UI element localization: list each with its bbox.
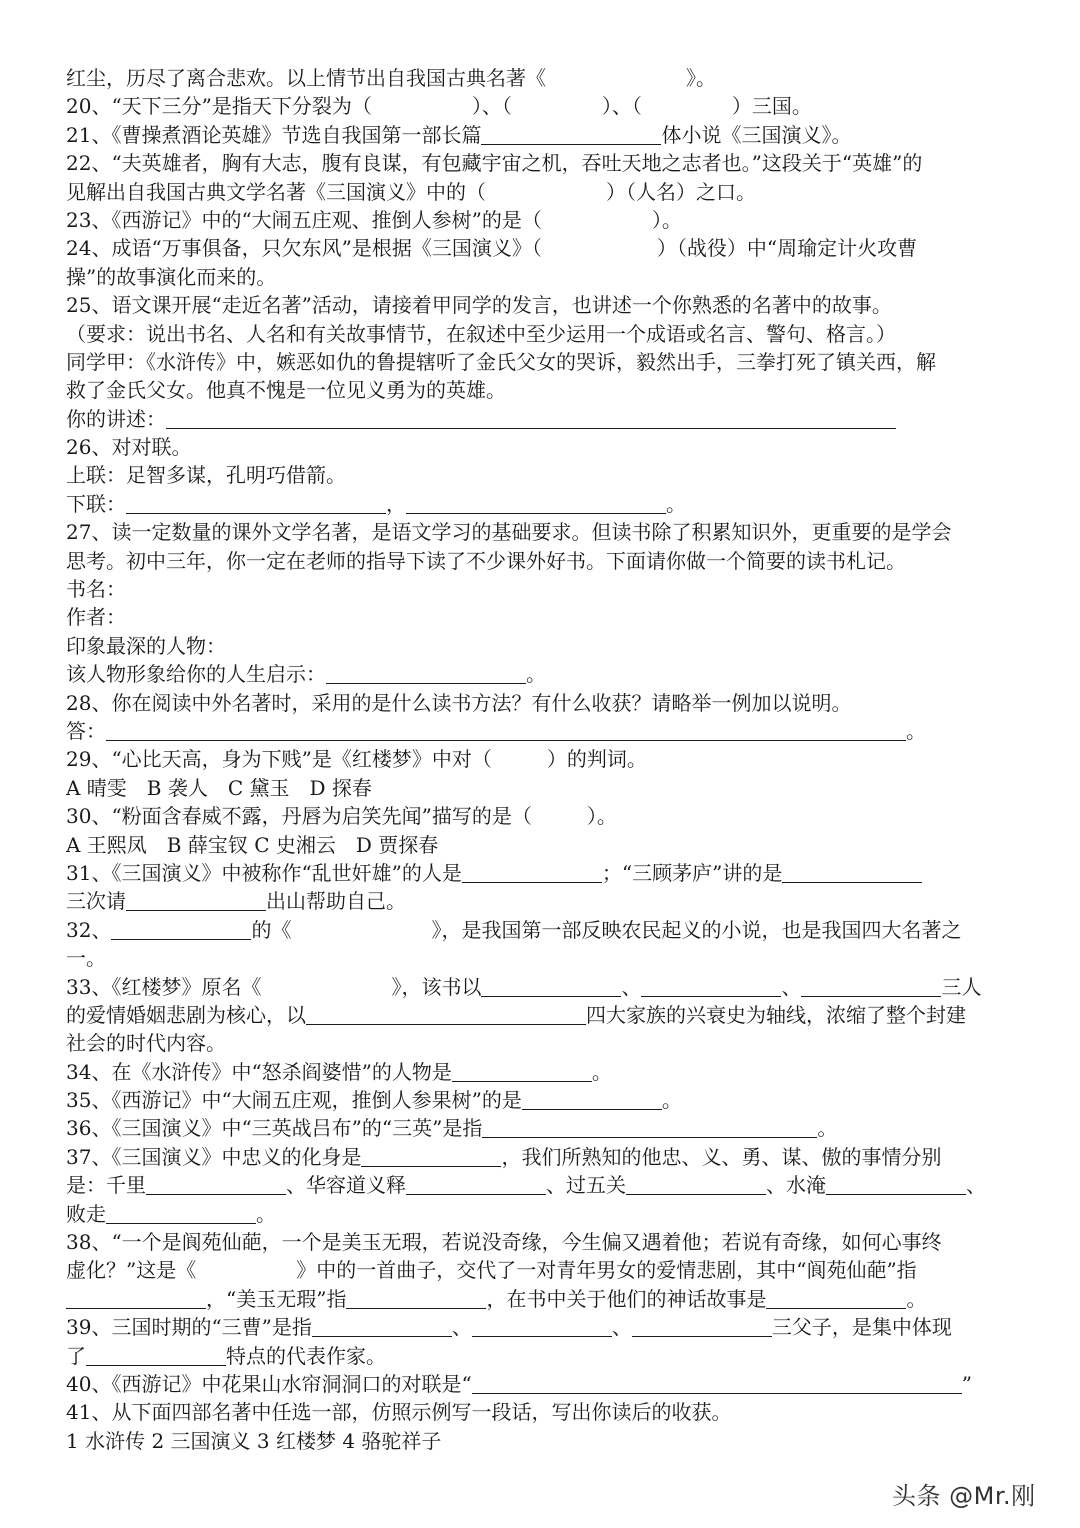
q37-line3: 败走 。 bbox=[66, 1201, 276, 1226]
answer-blank[interactable] bbox=[66, 1288, 206, 1309]
q25-line2: （要求：说出书名、人名和有关故事情节，在叙述中至少运用一个成语或名言、警句、格言。） bbox=[66, 321, 896, 346]
q25-line1: 25、语文课开展“走近名著”活动，请接着甲同学的发言，也讲述一个你熟悉的名著中的故事。 bbox=[66, 293, 892, 318]
q27-line2: 思考。初中三年，你一定在老师的指导下读了不少课外好书。下面请你做一个简要的读书札记。 bbox=[66, 548, 906, 573]
q34: 34、在《水浒传》中“怒杀阎婆惜”的人物是 。 bbox=[66, 1059, 612, 1084]
q30-options: A 王熙凤 B 薛宝钗 C 史湘云 D 贾探春 bbox=[66, 832, 439, 857]
q28-line2: 答： 。 bbox=[66, 718, 926, 743]
answer-blank[interactable] bbox=[86, 1345, 226, 1366]
answer-blank[interactable] bbox=[111, 919, 251, 940]
answer-blank[interactable] bbox=[632, 1316, 772, 1337]
q38-line3: ，“美玉无瑕”指 ，在书中关于他们的神话故事是 。 bbox=[66, 1285, 1016, 1313]
answer-blank[interactable] bbox=[312, 1316, 452, 1337]
watermark: 头条 @Mr.刚 bbox=[892, 1482, 1036, 1510]
q33-line3: 社会的时代内容。 bbox=[66, 1031, 226, 1056]
q35: 35、《西游记》中“大闹五庄观，推倒人参果树”的是 。 bbox=[66, 1088, 682, 1113]
q32-line2: 一。 bbox=[66, 946, 106, 971]
answer-blank[interactable] bbox=[126, 493, 386, 514]
q27-line3: 书名： bbox=[66, 577, 126, 602]
q33-line2: 的爱情婚姻悲剧为核心，以 四大家族的兴衰史为轴线，浓缩了整个封建 bbox=[66, 1002, 966, 1027]
q29-line1: 29、“心比天高，身为下贱”是《红楼梦》中对（ ）的判词。 bbox=[66, 747, 647, 772]
q20: 20、“天下三分”是指天下分裂为（ ）、（ ）、（ ）三国。 bbox=[66, 94, 812, 119]
q21: 21、《曹操煮酒论英雄》节选自我国第一部长篇 体小说《三国演义》。 bbox=[66, 122, 852, 147]
answer-blank[interactable] bbox=[481, 976, 621, 997]
worksheet bbox=[66, 64, 1016, 1455]
q38-line2: 虚化？”这是《 》中的一首曲子，交代了一对青年男女的爱情悲剧，其中“阆苑仙葩”指 bbox=[66, 1258, 917, 1283]
answer-blank[interactable] bbox=[641, 976, 781, 997]
q27-line6: 该人物形象给你的人生启示： 。 bbox=[66, 662, 546, 687]
q19-tail: 红尘，历尽了离合悲欢。以上情节出自我国古典名著《 》。 bbox=[66, 66, 716, 90]
q25-line3: 同学甲：《水浒传》中，嫉恶如仇的鲁提辖听了金氏父女的哭诉，毅然出手，三拳打死了镇关西，解 bbox=[66, 349, 936, 374]
answer-blank[interactable] bbox=[166, 408, 896, 429]
answer-blank[interactable] bbox=[106, 720, 906, 741]
q26-line2: 上联：足智多谋，孔明巧借箭。 bbox=[66, 463, 346, 488]
q33-line1: 33、《红楼梦》原名《 》，该书以 、 、 三人 bbox=[66, 974, 982, 999]
q28-line1: 28、你在阅读中外名著时，采用的是什么读书方法？有什么收获？请略举一例加以说明。 bbox=[66, 690, 852, 715]
answer-blank[interactable] bbox=[452, 1061, 592, 1082]
q39-line1: 39、三国时期的“三曹”是指 、 、 三父子，是集中体现 bbox=[66, 1315, 952, 1340]
q23: 23、《西游记》中的“大闹五庄观、推倒人参树”的是（ ）。 bbox=[66, 207, 682, 232]
q31-line1: 31、《三国演义》中被称作“乱世奸雄”的人是 ；“三顾茅庐”讲的是 bbox=[66, 859, 1016, 887]
q38-line1: 38、“一个是阆苑仙葩，一个是美玉无瑕，若说没奇缘，今生偏又遇着他；若说有奇缘，如何心事终 bbox=[66, 1230, 942, 1255]
answer-blank[interactable] bbox=[826, 1174, 966, 1195]
answer-blank[interactable] bbox=[462, 862, 602, 883]
answer-blank[interactable] bbox=[472, 1316, 612, 1337]
answer-blank[interactable] bbox=[326, 663, 526, 684]
answer-blank[interactable] bbox=[522, 1089, 662, 1110]
q30-line1: 30、“粉面含春威不露，丹唇为启笑先闻”描写的是（ ）。 bbox=[66, 804, 617, 829]
answer-blank[interactable] bbox=[406, 1174, 546, 1195]
q36: 36、《三国演义》中“三英战吕布”的“三英”是指 。 bbox=[66, 1116, 838, 1141]
q24-line2: 操”的故事演化而来的。 bbox=[66, 264, 277, 289]
answer-blank[interactable] bbox=[346, 1288, 486, 1309]
answer-blank[interactable] bbox=[146, 1174, 286, 1195]
q26-line1: 26、对对联。 bbox=[66, 435, 192, 460]
q25-line5: 你的讲述： bbox=[66, 405, 1016, 433]
answer-blank[interactable] bbox=[766, 1288, 906, 1309]
answer-blank[interactable] bbox=[801, 976, 941, 997]
answer-blank[interactable] bbox=[126, 890, 266, 911]
answer-blank[interactable] bbox=[481, 124, 661, 145]
answer-blank[interactable] bbox=[361, 1146, 501, 1167]
q41-line2: 1 水浒传 2 三国演义 3 红楼梦 4 骆驼祥子 bbox=[66, 1428, 442, 1453]
q27-line1: 27、读一定数量的课外文学名著，是语文学习的基础要求。但读书除了积累知识外，更重要的是学会 bbox=[66, 520, 952, 545]
q31-line2: 三次请 出山帮助自己。 bbox=[66, 889, 406, 914]
q40: 40、《西游记》中花果山水帘洞洞口的对联是“ ” bbox=[66, 1371, 972, 1396]
q26-line3: 下联： ， 。 bbox=[66, 491, 686, 516]
answer-blank[interactable] bbox=[472, 1373, 962, 1394]
q27-line4: 作者： bbox=[66, 605, 126, 630]
answer-blank[interactable] bbox=[306, 1004, 586, 1025]
answer-blank[interactable] bbox=[106, 1203, 256, 1224]
answer-blank[interactable] bbox=[782, 862, 922, 883]
q22-line2: 见解出自我国古典文学名著《三国演义》中的（ ）（人名）之口。 bbox=[66, 179, 756, 204]
q41-line1: 41、从下面四部名著中任选一部，仿照示例写一段话，写出你读后的收获。 bbox=[66, 1400, 732, 1425]
answer-blank[interactable] bbox=[406, 493, 666, 514]
q37-line1: 37、《三国演义》中忠义的化身是 ，我们所熟知的他忠、义、勇、谋、傲的事情分别 bbox=[66, 1144, 942, 1169]
q29-options: A 晴雯 B 袭人 C 黛玉 D 探春 bbox=[66, 775, 372, 800]
answer-blank[interactable] bbox=[626, 1174, 766, 1195]
answer-blank[interactable] bbox=[482, 1117, 817, 1138]
q39-line2: 了 特点的代表作家。 bbox=[66, 1343, 386, 1368]
q22-line1: 22、“夫英雄者，胸有大志，腹有良谋，有包藏宇宙之机，吞吐天地之志者也。”这段关于“英雄”的 bbox=[66, 151, 923, 176]
q32-line1: 32、 的《 》，是我国第一部反映农民起义的小说，也是我国四大名著之 bbox=[66, 917, 962, 942]
q25-line4: 救了金氏父女。他真不愧是一位见义勇为的英雄。 bbox=[66, 378, 506, 403]
q27-line5: 印象最深的人物： bbox=[66, 633, 226, 658]
q24-line1: 24、成语“万事俱备，只欠东风”是根据《三国演义》（ ）（战役）中“周瑜定计火攻曹 bbox=[66, 236, 918, 261]
q37-line2: 是：千里 、华容道义释 、过五关 、水淹 、 bbox=[66, 1173, 986, 1198]
